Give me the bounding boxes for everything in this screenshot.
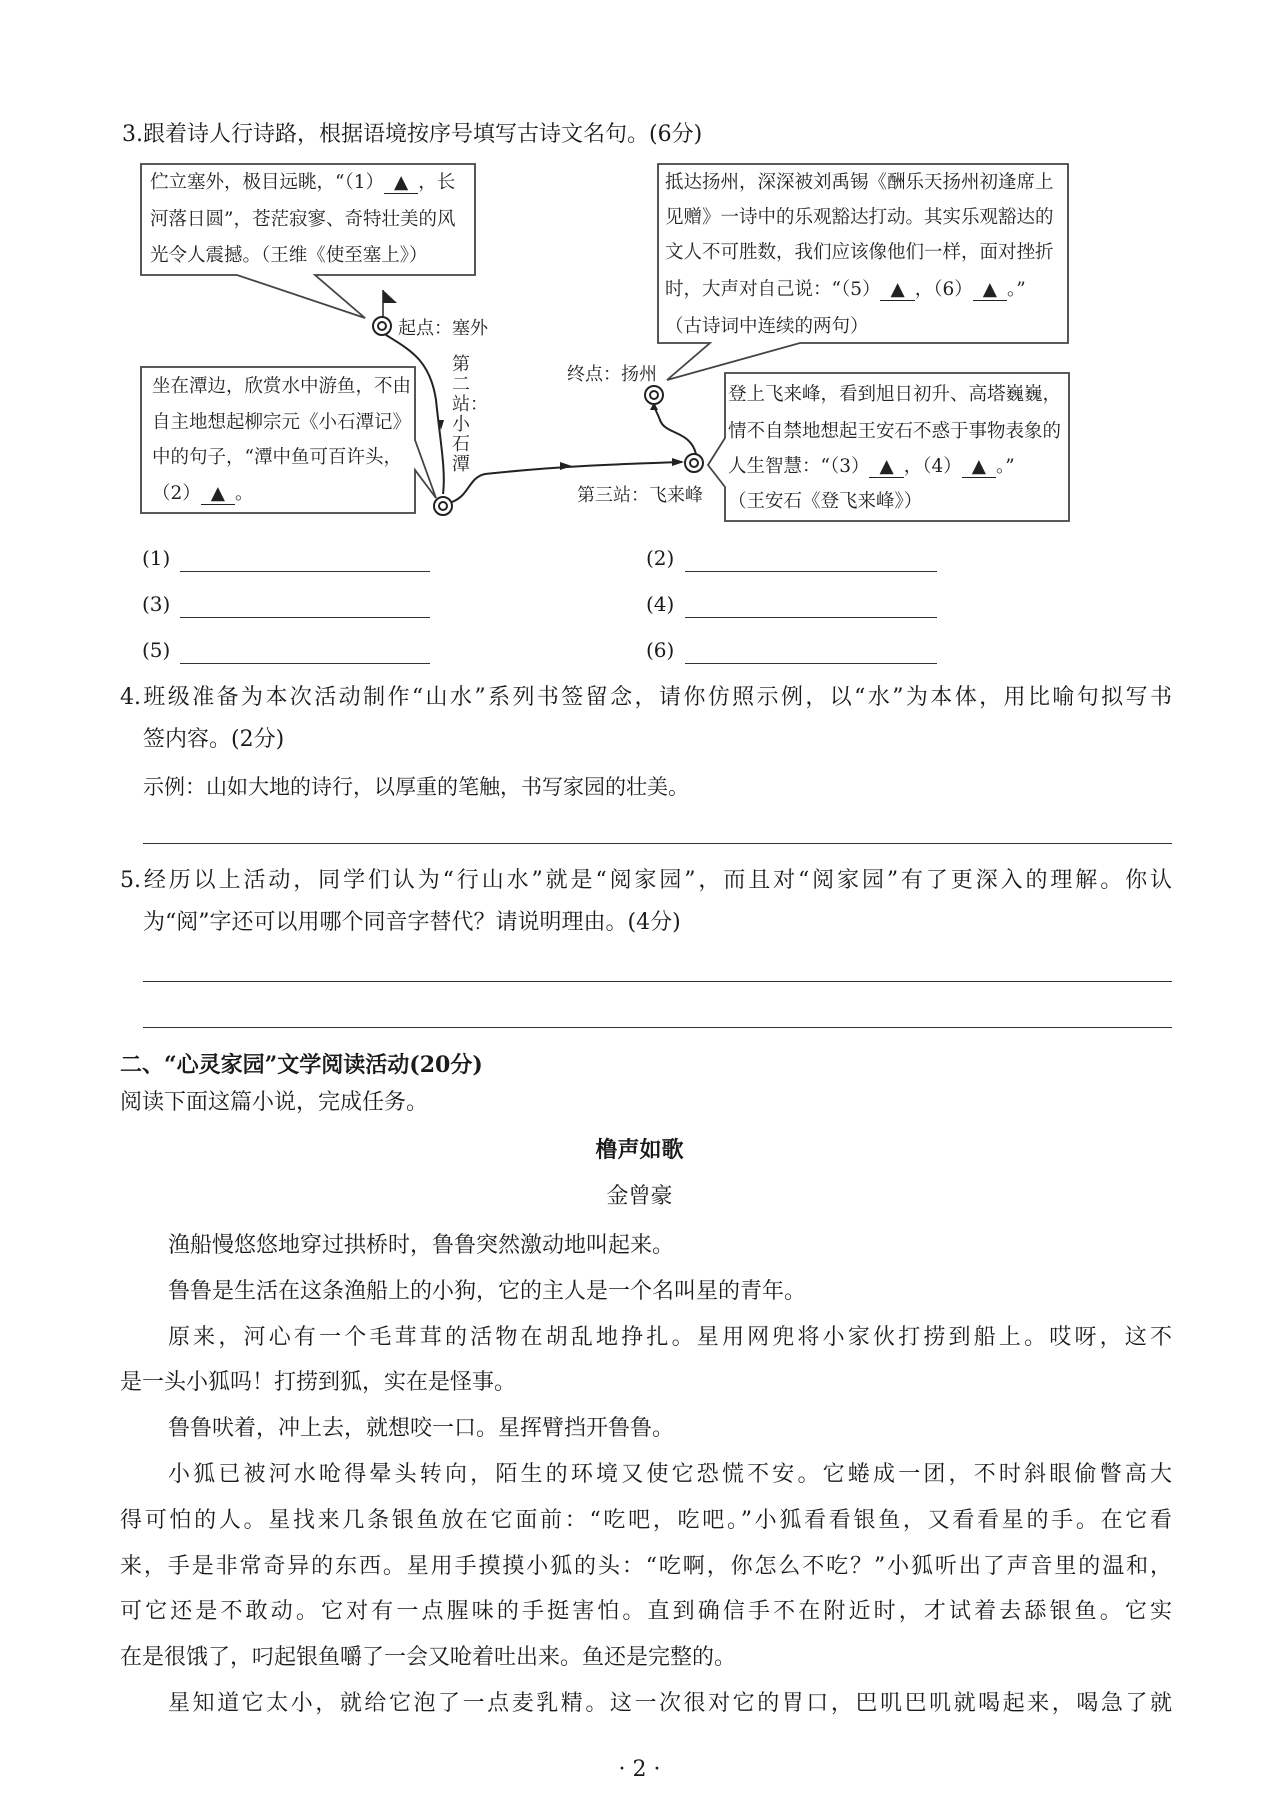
story-line: 是一头小狐吗！打捞到狐，实在是怪事。 (120, 1370, 517, 1396)
box-second-line: （2） ▲ 。 (152, 483, 254, 504)
answer-line-3[interactable] (180, 617, 430, 618)
box-second-line: 自主地想起柳宗元《小石潭记》 (152, 412, 412, 433)
box-end-line: 见赠》一诗中的乐观豁达打动。其实乐观豁达的 (665, 207, 1054, 228)
label-second: 第二站：小石潭 (452, 354, 488, 475)
arrow-icon (672, 458, 684, 466)
answer-label-6: (6) (646, 638, 675, 662)
q5-answer-line[interactable] (143, 981, 1172, 982)
blank-marker: ▲ (869, 457, 903, 478)
answer-line-4[interactable] (685, 617, 937, 618)
story-line: 在是很饿了，叼起银鱼嚼了一会又呛着吐出来。鱼还是完整的。 (120, 1645, 737, 1671)
q5-text: 为“阅”字还可以用哪个同音字替代？请说明理由。(4分) (143, 910, 681, 935)
answer-line-6[interactable] (685, 663, 937, 664)
route-path-3 (654, 405, 696, 454)
answer-label-2: (2) (646, 546, 675, 570)
q4-text: 4.班级准备为本次活动制作“山水”系列书签留念，请你仿照示例，以“水”为本体，用比喻句拟写书 (120, 685, 1172, 710)
box-end-line: 时，大声对自己说：“（5） ▲ ，（6） ▲ 。” (665, 279, 1026, 300)
story-title: 橹声如歌 (595, 1137, 684, 1163)
story-author: 金曾豪 (606, 1184, 673, 1209)
arrow-icon (560, 462, 572, 470)
blank-marker: ▲ (880, 280, 914, 301)
section-heading: 二、“心灵家园”文学阅读活动(20分) (120, 1052, 483, 1078)
blank-marker: ▲ (201, 484, 235, 505)
story-line: 鲁鲁吠着，冲上去，就想咬一口。星挥臂挡开鲁鲁。 (168, 1416, 675, 1442)
box-third-line: 人生智慧：“（3） ▲ ，（4） ▲ 。” (728, 456, 1015, 477)
answer-label-5: (5) (142, 638, 171, 662)
box-start-line: 河落日圆”，苍茫寂寥、奇特壮美的风 (150, 209, 456, 230)
answer-line-1[interactable] (180, 571, 430, 572)
box-end-line: 抵达扬州，深深被刘禹锡《酬乐天扬州初逢席上 (665, 172, 1054, 193)
box-second-line: 坐在潭边，欣赏水中游鱼，不由 (152, 376, 412, 397)
box-end-outline (658, 164, 1068, 380)
answer-line-2[interactable] (685, 571, 937, 572)
label-third: 第三站：飞来峰 (577, 485, 703, 506)
box-end-line: （古诗词中连续的两句） (665, 316, 869, 337)
blank-marker: ▲ (973, 280, 1007, 301)
blank-marker: ▲ (384, 173, 418, 194)
box-start-line: 伫立塞外，极目远眺，“（1） ▲ ，长 (150, 172, 456, 193)
q4-example: 示例：山如大地的诗行，以厚重的笔触，书写家园的壮美。 (143, 775, 689, 799)
story-line: 可它还是不敢动。它对有一点腥味的手挺害怕。直到确信手不在附近时，才试着去舔银鱼。它实 (120, 1599, 1172, 1625)
q5-text: 5.经历以上活动，同学们认为“行山水”就是“阅家园”，而且对“阅家园”有了更深入的理解。你认 (120, 868, 1172, 893)
story-line: 小狐已被河水呛得晕头转向，陌生的环境又使它恐慌不安。它蜷成一团，不时斜眼偷瞥高大 (168, 1462, 1172, 1487)
label-start: 起点：塞外 (398, 318, 488, 339)
story-line: 鲁鲁是生活在这条渔船上的小狗，它的主人是一个名叫星的青年。 (168, 1278, 807, 1304)
box-third-line: （王安石《登飞来峰》） (728, 491, 923, 512)
box-third-line: 登上飞来峰，看到旭日初升、高塔巍巍， (728, 384, 1062, 405)
answer-line-5[interactable] (180, 663, 430, 664)
q4-text: 签内容。(2分) (143, 727, 285, 752)
answer-label-3: (3) (142, 592, 171, 616)
label-end: 终点：扬州 (567, 364, 657, 385)
q4-answer-line[interactable] (143, 843, 1172, 844)
flag-icon (383, 290, 397, 303)
q3-title: 3.跟着诗人行诗路，根据语境按序号填写古诗文名句。(6分) (122, 122, 703, 147)
story-line: 星知道它太小，就给它泡了一点麦乳精。这一次很对它的胃口，巴叽巴叽就喝起来，喝急了就 (168, 1691, 1172, 1716)
story-line: 渔船慢悠悠地穿过拱桥时，鲁鲁突然激动地叫起来。 (168, 1233, 675, 1258)
box-end-line: 文人不可胜数，我们应该像他们一样，面对挫折 (665, 242, 1054, 263)
box-second-line: 中的句子，“潭中鱼可百许头， (152, 447, 402, 468)
box-third-line: 情不自禁地想起王安石不惑于事物表象的 (728, 421, 1062, 442)
page-number: · 2 · (618, 1757, 661, 1782)
story-line: 得可怕的人。星找来几条银鱼放在它面前：“吃吧，吃吧。”小狐看看银鱼，又看看星的手。在它看 (120, 1507, 1172, 1533)
answer-label-1: (1) (142, 546, 171, 570)
answer-label-4: (4) (646, 592, 675, 616)
q5-answer-line[interactable] (143, 1027, 1172, 1028)
blank-marker: ▲ (962, 457, 996, 478)
story-line: 来，手是非常奇异的东西。星用手摸摸小狐的头：“吃啊，你怎么不吃？”小狐听出了声音里的温和， (120, 1553, 1172, 1579)
box-start-line: 光令人震撼。（王维《使至塞上》） (150, 245, 428, 266)
story-line: 原来，河心有一个毛茸茸的活物在胡乱地挣扎。星用网兜将小家伙打捞到船上。哎呀，这不 (168, 1324, 1172, 1350)
section-instruction: 阅读下面这篇小说，完成任务。 (120, 1090, 429, 1115)
